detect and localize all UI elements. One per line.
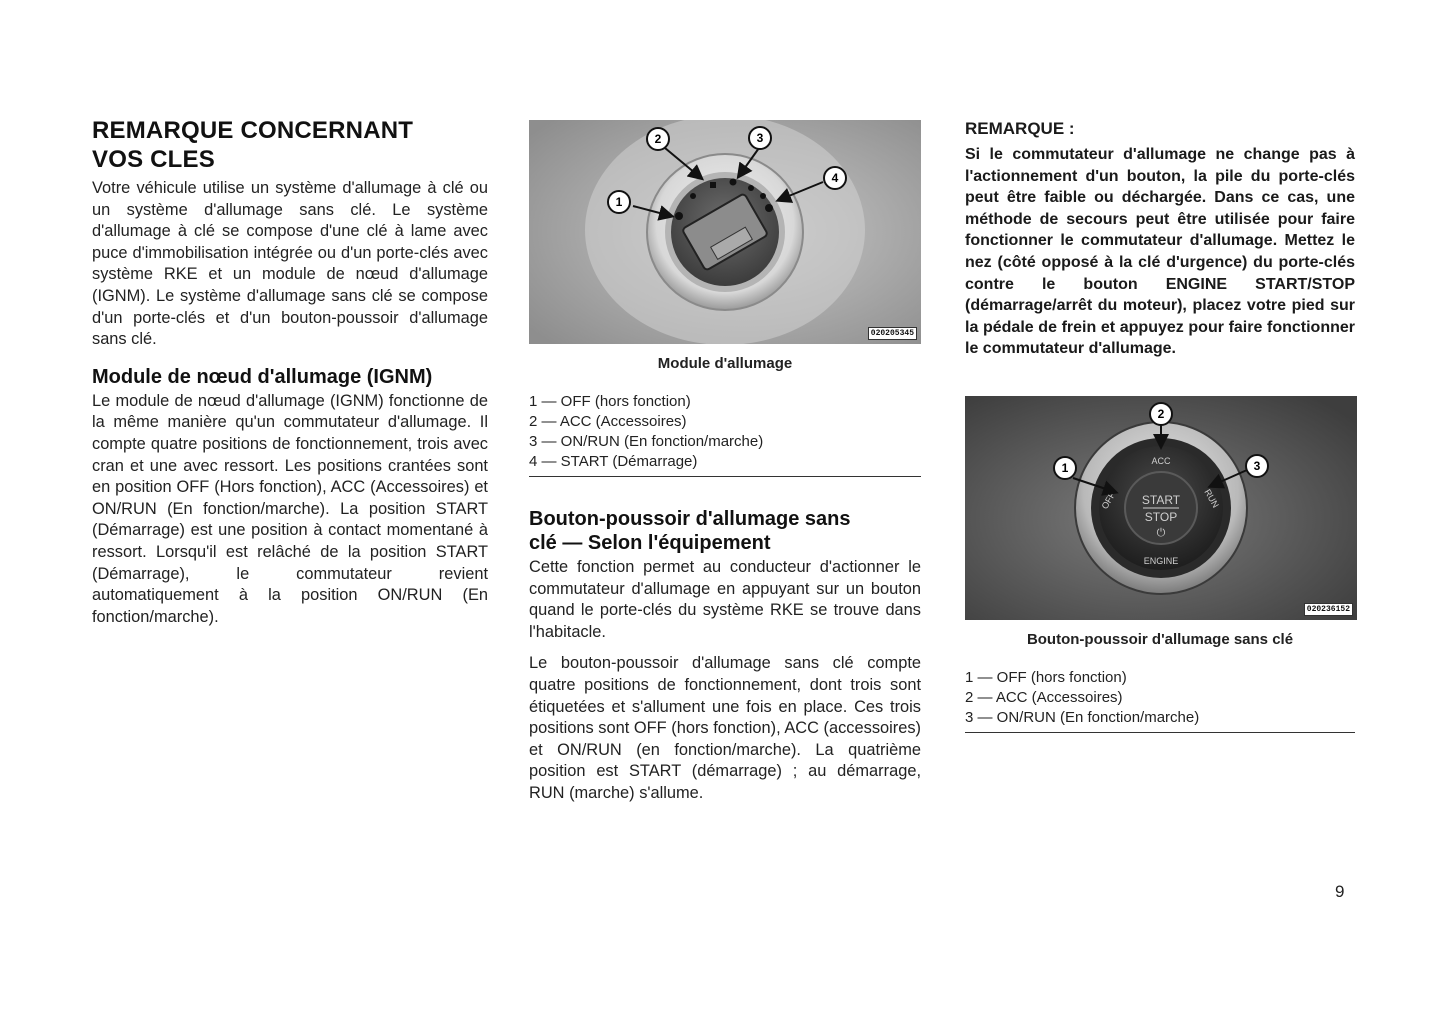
figure-caption: Bouton-poussoir d'allumage sans clé — [1026, 630, 1294, 648]
keyless-subtitle-line1: Bouton-poussoir d'allumage sans — [529, 508, 851, 530]
power-symbol-icon: ⏻ — [1156, 526, 1166, 539]
callout-1: 1 — [615, 195, 623, 209]
callout-3: 3 — [1253, 458, 1261, 473]
keyless-button-illustration — [965, 396, 1357, 620]
remark-title: REMARQUE : — [965, 119, 1075, 138]
right-column — [965, 118, 1355, 733]
ignm-paragraph: Le module de nœud d'allumage (IGNM) fonctionne de la même manière qu'un commutateur d'allumage. Il compte quatre positions de fonctionnement, trois avec cran et une avec ressort. Les positions crantées sont en position OFF (Hors fonction), ACC (Accessoires) et ON/RUN (En fonction/marche). La position START (Démarrage) est une position à contact momentané à ressort. Lorsqu'il est relâché de la position START (Démarrage), le commutateur revient automatiquement à la position ON/RUN (En fonction/marche). — [92, 391, 488, 626]
keyless-subtitle-line2: clé — Selon l'équipement — [529, 532, 771, 554]
ring-label-engine: ENGINE — [1143, 555, 1179, 566]
ignm-subtitle: Module de nœud d'allumage (IGNM) — [92, 365, 433, 388]
legend-item: 1 — OFF (hors fonction) — [529, 393, 691, 410]
legend-item: 1 — OFF (hors fonction) — [965, 668, 1127, 686]
remark-paragraph: Si le commutateur d'allumage ne change pas à l'actionnement d'un bouton, la pile du porte-clés peut être faible ou déchargée. Dans ce cas, une méthode de secours peut être utilisée pour faire fonctionner le commutateur d'allumage. Mettez le nez (côté opposé à la clé d'urgence) du porte-clés contre le bouton ENGINE START/STOP (démarrage/arrêt du moteur), placez votre pied sur la pédale de frein et appuyez pour faire fonctionner le commutateur d'allumage. — [965, 146, 1355, 358]
ring-label-acc: ACC — [1151, 455, 1171, 466]
ignition-module-figure — [529, 120, 921, 344]
section-title — [92, 116, 488, 174]
ring-label-run: RUN — [1202, 487, 1221, 510]
callout-4: 4 — [831, 171, 839, 185]
legend-item: 2 — ACC (Accessoires) — [529, 413, 687, 430]
legend-item: 4 — START (Démarrage) — [529, 453, 698, 470]
ring-label-off: OFF — [1099, 490, 1118, 511]
figure-caption: Module d'allumage — [657, 355, 793, 372]
callout-3: 3 — [756, 131, 764, 145]
keyless-legend — [965, 668, 1355, 733]
ignition-legend — [529, 392, 921, 477]
ignition-module-illustration — [529, 120, 921, 344]
legend-item: 3 — ON/RUN (En fonction/marche) — [965, 708, 1200, 726]
keyless-subtitle — [529, 507, 921, 555]
keyless-paragraph-2: Le bouton-poussoir d'allumage sans clé compte quatre positions de fonctionnement, dont trois sont étiquetées et s'allument une fois en place. Ces trois positions sont OFF (hors fonction), ACC (accessoires) et ON/RUN (en fonction/marche). La quatrième position est START (démarrage) ; au démarrage, RUN (marche) s'allume. — [529, 654, 921, 802]
legend-item: 2 — ACC (Accessoires) — [965, 688, 1123, 706]
section-title-line1: REMARQUE CONCERNANT — [92, 117, 414, 144]
button-start-label: START — [1141, 492, 1181, 507]
figure-code: 020236152 — [1304, 603, 1353, 616]
keyless-button-figure — [965, 396, 1357, 620]
legend-item: 3 — ON/RUN (En fonction/marche) — [529, 433, 764, 450]
intro-paragraph: Votre véhicule utilise un système d'allumage à clé ou un système d'allumage sans clé. Le système d'allumage à clé se compose d'une clé à lame avec puce d'immobilisation intégrée ou d'un porte-clés avec système RKE et un module de nœud d'allumage (IGNM). Le système d'allumage sans clé se compose d'un porte-clés et d'un bouton-poussoir d'allumage sans clé. — [92, 179, 488, 349]
button-stop-label: STOP — [1144, 509, 1178, 524]
section-title-line2: VOS CLES — [92, 146, 215, 173]
keyless-paragraph-1: Cette fonction permet au conducteur d'actionner le commutateur d'allumage en appuyant sur un bouton quand le porte-clés du système RKE se trouve dans l'habitacle. — [529, 558, 921, 641]
callout-2: 2 — [1157, 406, 1165, 421]
figure-code: 020205345 — [868, 327, 917, 340]
left-column — [92, 116, 488, 628]
callout-2: 2 — [654, 132, 662, 146]
middle-column — [529, 120, 921, 805]
callout-1: 1 — [1061, 460, 1069, 475]
page-number: 9 — [1335, 882, 1345, 901]
